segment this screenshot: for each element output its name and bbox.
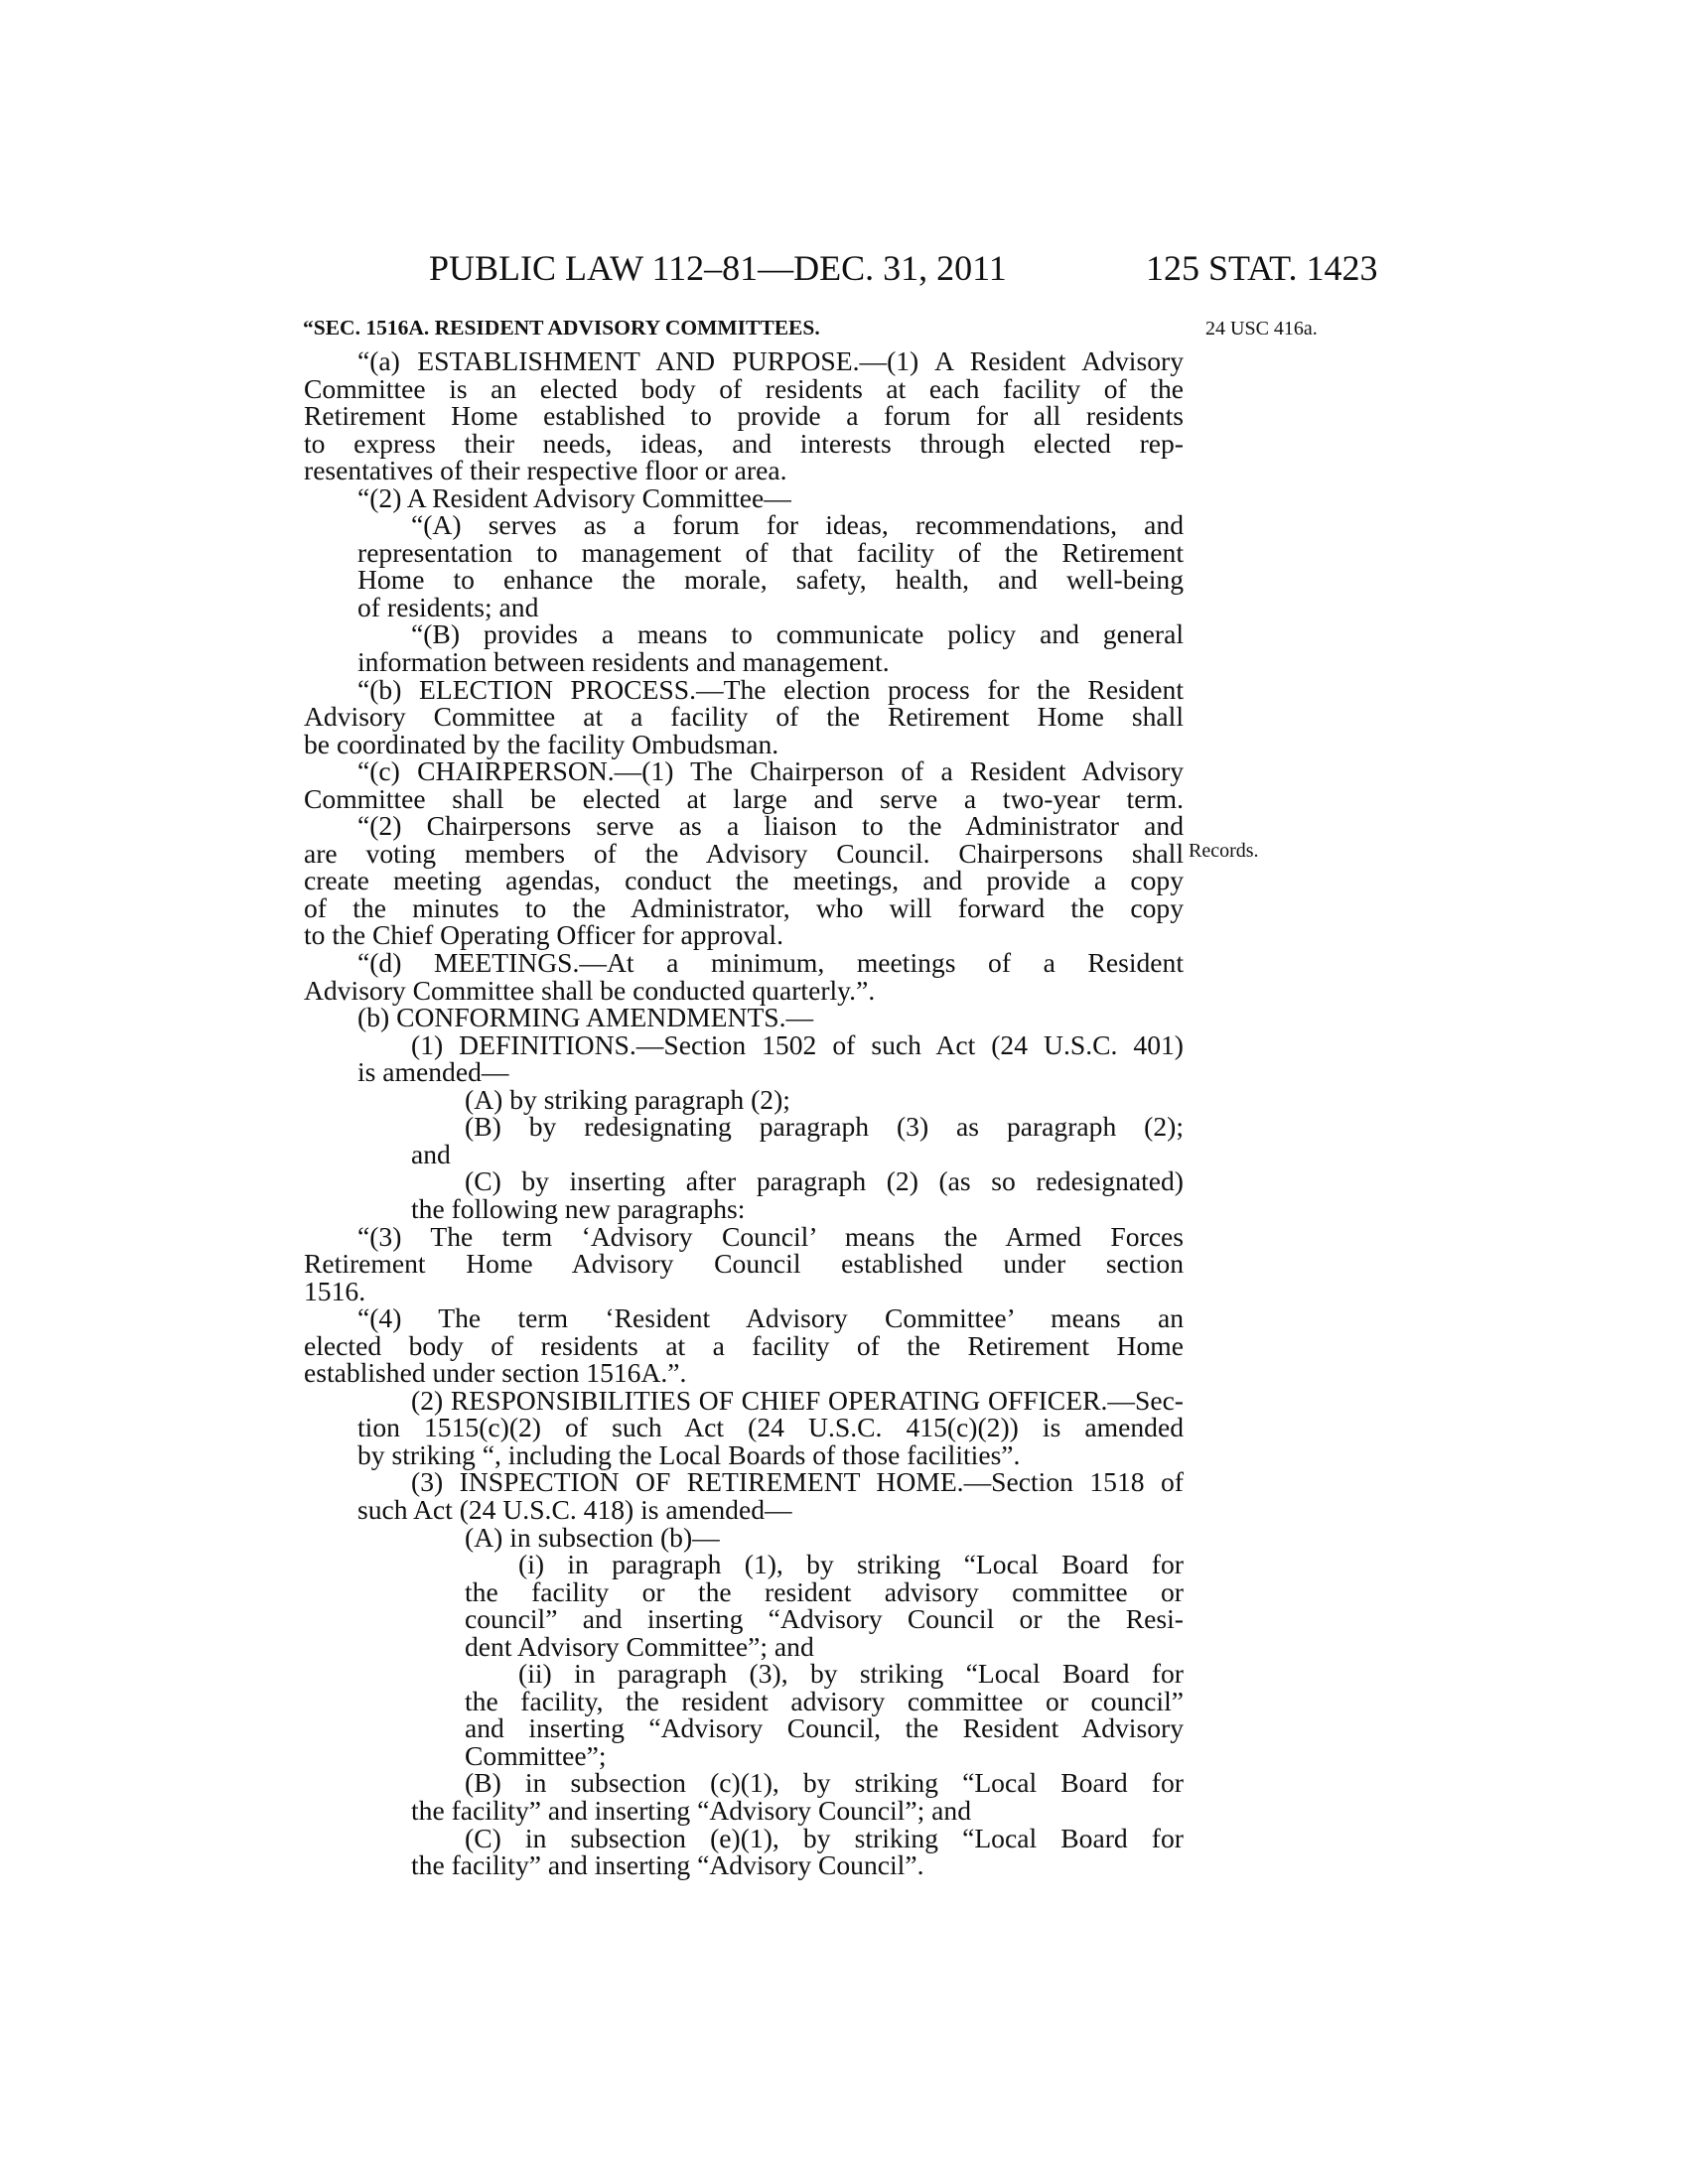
text-line: “(b) ELECTION PROCESS.—The election process for the Resident bbox=[357, 673, 1184, 705]
text-line: such Act (24 U.S.C. 418) is amended— bbox=[357, 1493, 792, 1525]
text-line: established under section 1516A.”. bbox=[304, 1357, 687, 1389]
text-line: (B) in subsection (c)(1), by striking “Local Board for bbox=[465, 1767, 1184, 1799]
running-header-stat-page: 125 STAT. 1423 bbox=[1146, 248, 1378, 288]
text-line: (3) INSPECTION OF RETIREMENT HOME.—Section 1518 of bbox=[411, 1466, 1184, 1498]
text-line: Retirement Home Advisory Council established under section bbox=[304, 1248, 1184, 1280]
text-line: (ii) in paragraph (3), by striking “Local Board for bbox=[518, 1658, 1184, 1690]
text-line: “(3) The term ‘Advisory Council’ means the Armed Forces bbox=[357, 1220, 1184, 1252]
text-line: Advisory Committee shall be conducted quarterly.”. bbox=[304, 974, 876, 1006]
text-line: “(c) CHAIRPERSON.—(1) The Chairperson of a Resident Advisory bbox=[357, 755, 1184, 787]
text-line: and bbox=[411, 1138, 451, 1169]
text-line: “(B) provides a means to communicate policy and general bbox=[411, 618, 1184, 650]
text-line: (b) CONFORMING AMENDMENTS.— bbox=[357, 1002, 814, 1033]
margin-note-records: Records. bbox=[1189, 840, 1259, 862]
text-line: the facility, the resident advisory committee or council” bbox=[465, 1685, 1184, 1716]
text-line: “(A) serves as a forum for ideas, recommendations, and bbox=[411, 509, 1184, 541]
text-line: (1) DEFINITIONS.—Section 1502 of such Act (24 U.S.C. 401) bbox=[411, 1028, 1184, 1060]
text-line: to the Chief Operating Officer for approval. bbox=[304, 919, 783, 951]
text-line: of the minutes to the Administrator, who will forward the copy bbox=[304, 891, 1184, 923]
text-line: the following new paragraphs: bbox=[411, 1192, 746, 1224]
text-line: (A) by striking paragraph (2); bbox=[465, 1083, 790, 1115]
margin-note-usc: 24 USC 416a. bbox=[1205, 318, 1318, 340]
text-line: are voting members of the Advisory Council. Chairpersons shall bbox=[304, 837, 1184, 869]
text-line: “(a) ESTABLISHMENT AND PURPOSE.—(1) A Resident Advisory bbox=[357, 345, 1184, 376]
text-line: Committee is an elected body of residents at each facility of the bbox=[304, 372, 1184, 404]
text-line: (C) by inserting after paragraph (2) (as so redesignated) bbox=[465, 1165, 1184, 1197]
section-heading: “SEC. 1516A. RESIDENT ADVISORY COMMITTEES. bbox=[303, 316, 820, 340]
text-line: resentatives of their respective floor or area. bbox=[304, 455, 787, 486]
text-line: Advisory Committee at a facility of the Retirement Home shall bbox=[304, 701, 1184, 733]
text-line: to express their needs, ideas, and interests through elected rep- bbox=[304, 427, 1184, 459]
text-line: of residents; and bbox=[357, 591, 539, 622]
text-line: (C) in subsection (e)(1), by striking “Local Board for bbox=[465, 1822, 1184, 1853]
text-line: the facility” and inserting “Advisory Council”. bbox=[411, 1849, 924, 1881]
text-line: the facility” and inserting “Advisory Council”; and bbox=[411, 1794, 971, 1826]
text-line: council” and inserting “Advisory Council or the Resi- bbox=[465, 1603, 1184, 1635]
body-text bbox=[304, 347, 1184, 1879]
text-line: and inserting “Advisory Council, the Resident Advisory bbox=[465, 1712, 1184, 1744]
text-line: the facility or the resident advisory committee or bbox=[465, 1575, 1184, 1607]
text-line: “(2) Chairpersons serve as a liaison to the Administrator and bbox=[357, 810, 1184, 842]
text-line: dent Advisory Committee”; and bbox=[465, 1630, 814, 1662]
text-line: “(d) MEETINGS.—At a minimum, meetings of a Resident bbox=[357, 947, 1184, 979]
text-line: information between residents and management. bbox=[357, 646, 890, 678]
running-header-title: PUBLIC LAW 112–81—DEC. 31, 2011 bbox=[429, 248, 1007, 288]
text-line: “(4) The term ‘Resident Advisory Committee’ means an bbox=[357, 1302, 1184, 1334]
text-line: tion 1515(c)(2) of such Act (24 U.S.C. 415(c)(2)) is amended bbox=[357, 1412, 1184, 1443]
text-line: 1516. bbox=[304, 1275, 366, 1306]
text-line: (i) in paragraph (1), by striking “Local Board for bbox=[518, 1549, 1184, 1580]
text-line: (2) RESPONSIBILITIES OF CHIEF OPERATING OFFICER.—Sec- bbox=[411, 1384, 1184, 1416]
text-line: elected body of residents at a facility of the Retirement Home bbox=[304, 1329, 1184, 1361]
text-line: “(2) A Resident Advisory Committee— bbox=[357, 481, 791, 513]
text-line: is amended— bbox=[357, 1056, 509, 1088]
text-line: be coordinated by the facility Ombudsman. bbox=[304, 728, 779, 759]
text-line: Committee shall be elected at large and serve a two-year term. bbox=[304, 782, 1184, 814]
text-line: create meeting agendas, conduct the meetings, and provide a copy bbox=[304, 865, 1184, 896]
text-line: representation to management of that facility of the Retirement bbox=[357, 536, 1184, 568]
text-line: Home to enhance the morale, safety, health, and well-being bbox=[357, 564, 1184, 596]
text-line: by striking “, including the Local Boards of those facilities”. bbox=[357, 1438, 1021, 1470]
text-line: (B) by redesignating paragraph (3) as paragraph (2); bbox=[465, 1111, 1184, 1143]
text-line: Committee”; bbox=[465, 1739, 607, 1771]
text-line: Retirement Home established to provide a forum for all residents bbox=[304, 400, 1184, 432]
text-line: (A) in subsection (b)— bbox=[465, 1521, 720, 1553]
